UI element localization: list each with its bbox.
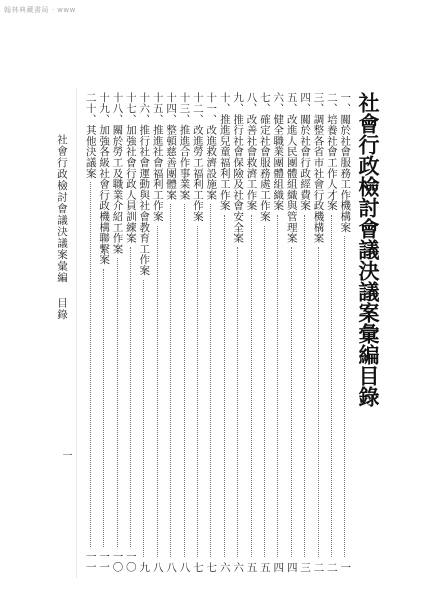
toc-entry [138, 92, 150, 572]
toc-dot-leader [90, 182, 91, 547]
toc-entry-page: 七 [191, 561, 204, 572]
toc-dot-leader [318, 247, 319, 557]
toc-entry-title: 四、關於社會行政經費案 [299, 92, 312, 211]
toc-dot-leader [251, 215, 252, 557]
toc-entry-page: 八 [151, 561, 164, 572]
toc-entry-title: 十七、加強社會行政人員訓練案 [124, 92, 137, 244]
toc-entry-page: 五 [245, 561, 258, 572]
toc-dot-leader [331, 215, 332, 557]
toc-entry-title: 八、改善社會救濟工作案 [245, 92, 258, 211]
toc-dot-leader [103, 269, 104, 547]
toc-entry-page: 三 [299, 561, 312, 572]
toc-entry [326, 92, 338, 572]
toc-entry [299, 92, 311, 572]
toc-dot-leader [210, 204, 211, 557]
toc-entry-title: 五、改進人民團體組織與管理案 [285, 92, 298, 244]
toc-entry-title: 十、推進兒童福利工作案 [218, 92, 231, 211]
toc-dot-leader [170, 204, 171, 557]
toc-dot-leader [344, 236, 345, 557]
toc-entry-page: 八 [165, 561, 178, 572]
toc-entry-title: 十九、加強各級社會行政機構聯繫案 [98, 92, 111, 265]
toc-entry [192, 92, 204, 572]
page-title: 社會行政檢討會議決議案彙編目錄 [356, 92, 381, 407]
toc-entries [84, 92, 352, 572]
toc-entry [232, 92, 244, 572]
toc-entry-title: 十二、改進勞工福利工作案 [191, 92, 204, 222]
toc-entry [313, 92, 325, 572]
toc-dot-leader [130, 247, 131, 547]
toc-dot-leader [277, 215, 278, 557]
toc-entry [339, 92, 351, 572]
toc-entry [259, 92, 271, 572]
toc-entry [125, 92, 137, 572]
toc-entry [112, 92, 124, 572]
watermark-text: 翰林典藏書局 · www [4, 6, 76, 14]
toc-entry-title: 二、培養社會工作人才案 [325, 92, 338, 211]
toc-entry [205, 92, 217, 572]
toc-entry [272, 92, 284, 572]
toc-entry-title: 十四、整頓慈善團體案 [165, 92, 178, 200]
toc-entry [85, 92, 97, 572]
margin-header [56, 134, 68, 321]
toc-entry [219, 92, 231, 572]
toc-dot-leader [304, 215, 305, 557]
toc-dot-leader [197, 226, 198, 557]
toc-entry-title: 十三、推進合作事業案 [178, 92, 191, 200]
toc-entry-page: 一一 [84, 551, 97, 572]
toc-entry-page: 二 [325, 561, 338, 572]
toc-dot-leader [291, 247, 292, 557]
toc-entry-page: 五 [258, 561, 271, 572]
toc-entry-page: 四 [272, 561, 285, 572]
toc-entry-title: 十八、關於勞工及職業介紹工作案 [111, 92, 124, 254]
toc-entry-page: 八 [178, 561, 191, 572]
toc-entry [286, 92, 298, 572]
toc-entry-title: 二十、其他決議案 [84, 92, 97, 179]
toc-dot-leader [157, 226, 158, 557]
toc-entry [152, 92, 164, 572]
toc-entry-title: 三、調整各省市社會行政機構案 [312, 92, 325, 244]
toc-entry-page: 七 [205, 561, 218, 572]
margin-section-label: 目錄 [56, 297, 68, 321]
toc-entry-page: 一一 [98, 551, 111, 572]
toc-entry [165, 92, 177, 572]
toc-entry [179, 92, 191, 572]
toc-entry-page: 四 [285, 561, 298, 572]
toc-entry-title: 六、健全職業團體組織案 [272, 92, 285, 211]
toc-dot-leader [237, 247, 238, 557]
toc-entry-title: 十六、推行社會運動與社會教育工作案 [138, 92, 151, 276]
toc-entry-title: 十一、改進救濟設施案 [205, 92, 218, 200]
toc-dot-leader [184, 204, 185, 557]
toc-entry-page: 九 [138, 561, 151, 572]
folio-number: 一 [60, 450, 71, 460]
toc-entry [246, 92, 258, 572]
toc-entry-page: 二 [312, 561, 325, 572]
toc-entry-page: 六 [218, 561, 231, 572]
toc-entry-page: 六 [232, 561, 245, 572]
toc-dot-leader [143, 280, 144, 557]
toc-entry-title: 七、確定社會服務處工作案 [258, 92, 271, 222]
toc-entry-page: 一 [339, 561, 352, 572]
toc-dot-leader [224, 215, 225, 557]
margin-book-title: 社會行政檢討會議決議案彙編 [56, 134, 68, 284]
margin-rule [76, 88, 77, 578]
toc-entry-title: 一、關於社會服務工作機構案 [339, 92, 352, 233]
toc-entry-title: 九、推行社會保險及社會安全案 [232, 92, 245, 244]
toc-entry-page: 一〇 [124, 551, 137, 572]
toc-entry-page: 一〇 [111, 551, 124, 572]
toc-dot-leader [264, 226, 265, 557]
toc-entry [98, 92, 110, 572]
toc-entry-title: 十五、推進社會福利工作案 [151, 92, 164, 222]
toc-dot-leader [117, 258, 118, 547]
